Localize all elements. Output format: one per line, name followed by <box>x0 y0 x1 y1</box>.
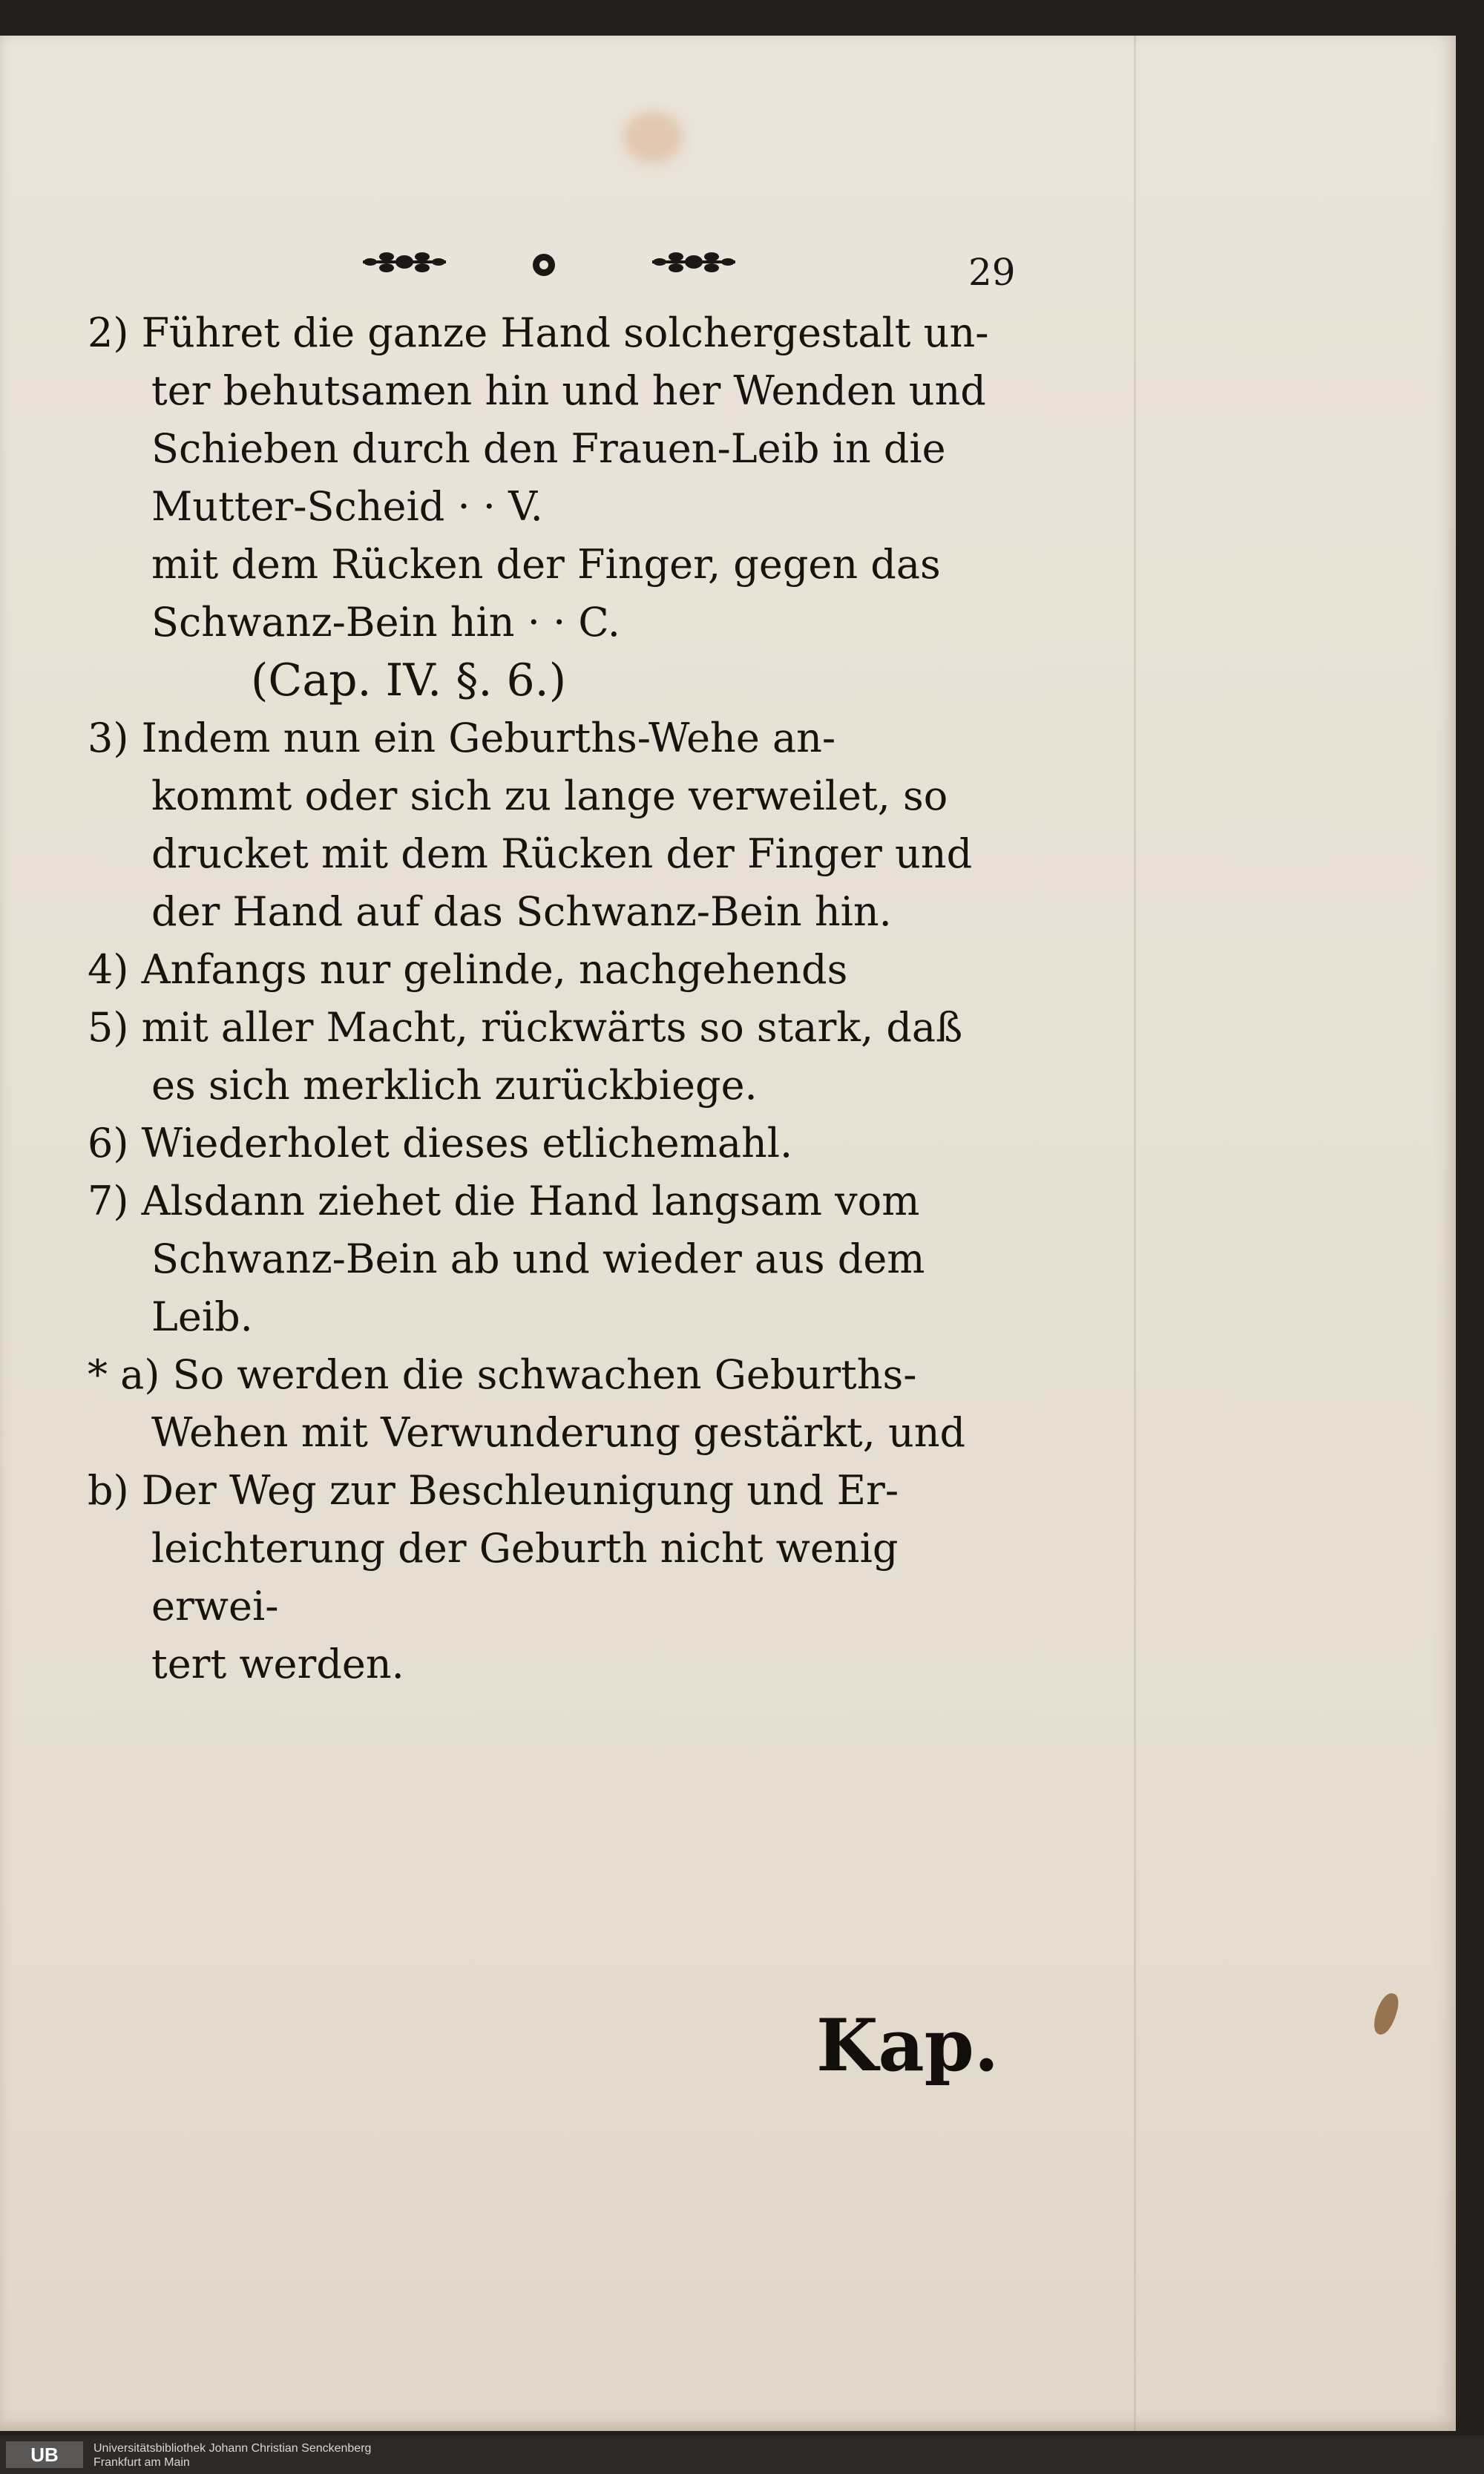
library-footer <box>0 2435 1484 2474</box>
text-line: 5) mit aller Macht, rückwärts so stark, daß <box>88 1004 963 1051</box>
page-header <box>96 237 1016 297</box>
ornament-center-icon <box>533 254 555 276</box>
text-line: 3) Indem nun ein Geburths-Wehe an- <box>88 715 836 761</box>
text-line: leichterung der Geburth nicht wenig erwei- <box>151 1525 899 1630</box>
body-text <box>88 304 1015 1693</box>
text-line: 7) Alsdann ziehet die Hand langsam vom <box>88 1178 920 1224</box>
institution-credit <box>93 2441 371 2470</box>
page-number: 29 <box>968 251 1016 294</box>
ornament-right-icon <box>649 245 738 279</box>
text-line: Schwanz-Bein ab und wieder aus dem <box>151 1236 925 1282</box>
text-line: Schwanz-Bein hin · · C. <box>151 599 620 646</box>
text-line: b) Der Weg zur Beschleunigung und Er- <box>88 1467 899 1514</box>
institution-name: Universitätsbibliothek Johann Christian Senckenberg <box>93 2442 372 2455</box>
ub-logo[interactable]: UB <box>6 2441 83 2468</box>
text-line: Wehen mit Verwunderung gestärkt, und <box>151 1409 966 1456</box>
text-line: es sich merklich zurückbiege. <box>151 1062 758 1109</box>
paper-stain <box>623 111 683 163</box>
text-line: der Hand auf das Schwanz-Bein hin. <box>151 888 892 935</box>
text-line: * a) So werden die schwachen Geburths- <box>88 1351 917 1398</box>
text-line: tert werden. <box>151 1641 404 1687</box>
text-line: (Cap. IV. §. 6.) <box>251 654 567 706</box>
text-line: drucket mit dem Rücken der Finger und <box>151 830 973 877</box>
text-line: mit dem Rücken der Finger, gegen das <box>151 541 941 588</box>
text-line: Leib. <box>151 1293 253 1340</box>
text-line: 2) Führet die ganze Hand solchergestalt un- <box>88 309 989 356</box>
page-fold-crease <box>1134 36 1136 2431</box>
text-line: kommt oder sich zu lange verweilet, so <box>151 772 948 819</box>
text-line: ter behutsamen hin und her Wenden und <box>151 367 986 414</box>
ornament-left-icon <box>360 245 449 279</box>
text-line: Schieben durch den Frauen-Leib in die <box>151 425 946 472</box>
text-line: 4) Anfangs nur gelinde, nachgehends <box>88 946 848 993</box>
text-line: Mutter-Scheid · · V. <box>151 483 543 530</box>
institution-city: Frankfurt am Main <box>93 2456 190 2469</box>
catchword: Kap. <box>816 2004 999 2087</box>
text-line: 6) Wiederholet dieses etlichemahl. <box>88 1120 793 1167</box>
